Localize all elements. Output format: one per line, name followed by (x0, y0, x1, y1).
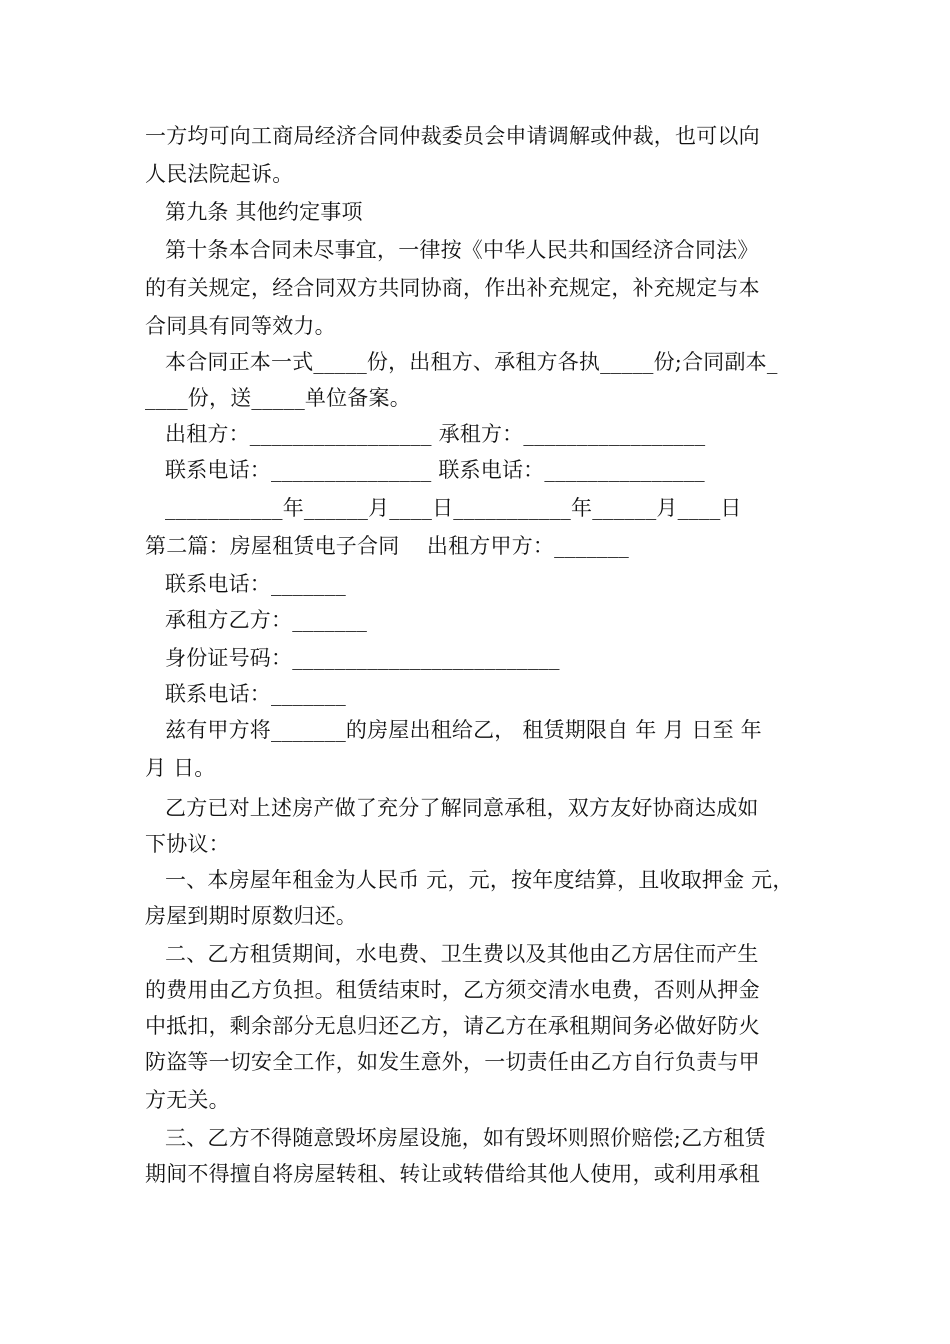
date-line: ___________年______月____日___________年______月____日 (165, 496, 742, 520)
article-heading: 第九条 其他约定事项 (165, 200, 363, 224)
text-line: 本合同正本一式_____份，出租方、承租方各执_____份;合同副本_ (165, 350, 778, 374)
text-line: 房屋到期时原数归还。 (145, 904, 357, 928)
text-line: 防盗等一切安全工作，如发生意外，一切责任由乙方自行负责与甲 (145, 1050, 760, 1074)
text-line: 一、本房屋年租金为人民币 元，元，按年度结算，且收取押金 元， (165, 868, 794, 892)
text-line: 承租方乙方：_______ (165, 608, 368, 632)
text-line: 的费用由乙方负担。租赁结束时，乙方须交清水电费，否则从押金 (145, 978, 760, 1002)
text-line: 兹有甲方将_______的房屋出租给乙， 租赁期限自 年 月 日至 年 (165, 718, 762, 742)
text-line: 乙方已对上述房产做了充分了解同意承租，双方友好协商达成如 (165, 796, 759, 820)
text-line: 方无关。 (145, 1088, 230, 1112)
text-line: 三、乙方不得随意毁坏房屋设施，如有毁坏则照价赔偿;乙方租赁 (165, 1126, 766, 1150)
text-line: ____份，送_____单位备案。 (145, 386, 411, 410)
text-line: 身份证号码：_________________________ (165, 646, 560, 670)
text-line: 合同具有同等效力。 (145, 314, 336, 338)
text-line: 的有关规定，经合同双方共同协商，作出补充规定，补充规定与本 (145, 276, 760, 300)
text-line: 联系电话：_______ (165, 682, 346, 706)
text-line: 中抵扣，剩余部分无息归还乙方，请乙方在承租期间务必做好防火 (145, 1014, 760, 1038)
text-line: 人民法院起诉。 (145, 162, 294, 186)
text-line: 月 日。 (145, 756, 216, 780)
signature-line: 出租方：_________________ 承租方：_________________ (165, 422, 706, 446)
signature-line: 联系电话：_______________ 联系电话：_______________ (165, 458, 705, 482)
text-line: 一方均可向工商局经济合同仲裁委员会申请调解或仲裁，也可以向 (145, 124, 760, 148)
text-line: 二、乙方租赁期间，水电费、卫生费以及其他由乙方居住而产生 (165, 942, 759, 966)
text-line: 下协议： (145, 832, 230, 856)
text-line: 联系电话：_______ (165, 572, 346, 596)
section-heading: 第二篇：房屋租赁电子合同 出租方甲方：_______ (145, 534, 629, 558)
text-line: 第十条本合同未尽事宜，一律按《中华人民共和国经济合同法》 (165, 238, 759, 262)
text-line: 期间不得擅自将房屋转租、转让或转借给其他人使用，或利用承租 (145, 1162, 760, 1186)
